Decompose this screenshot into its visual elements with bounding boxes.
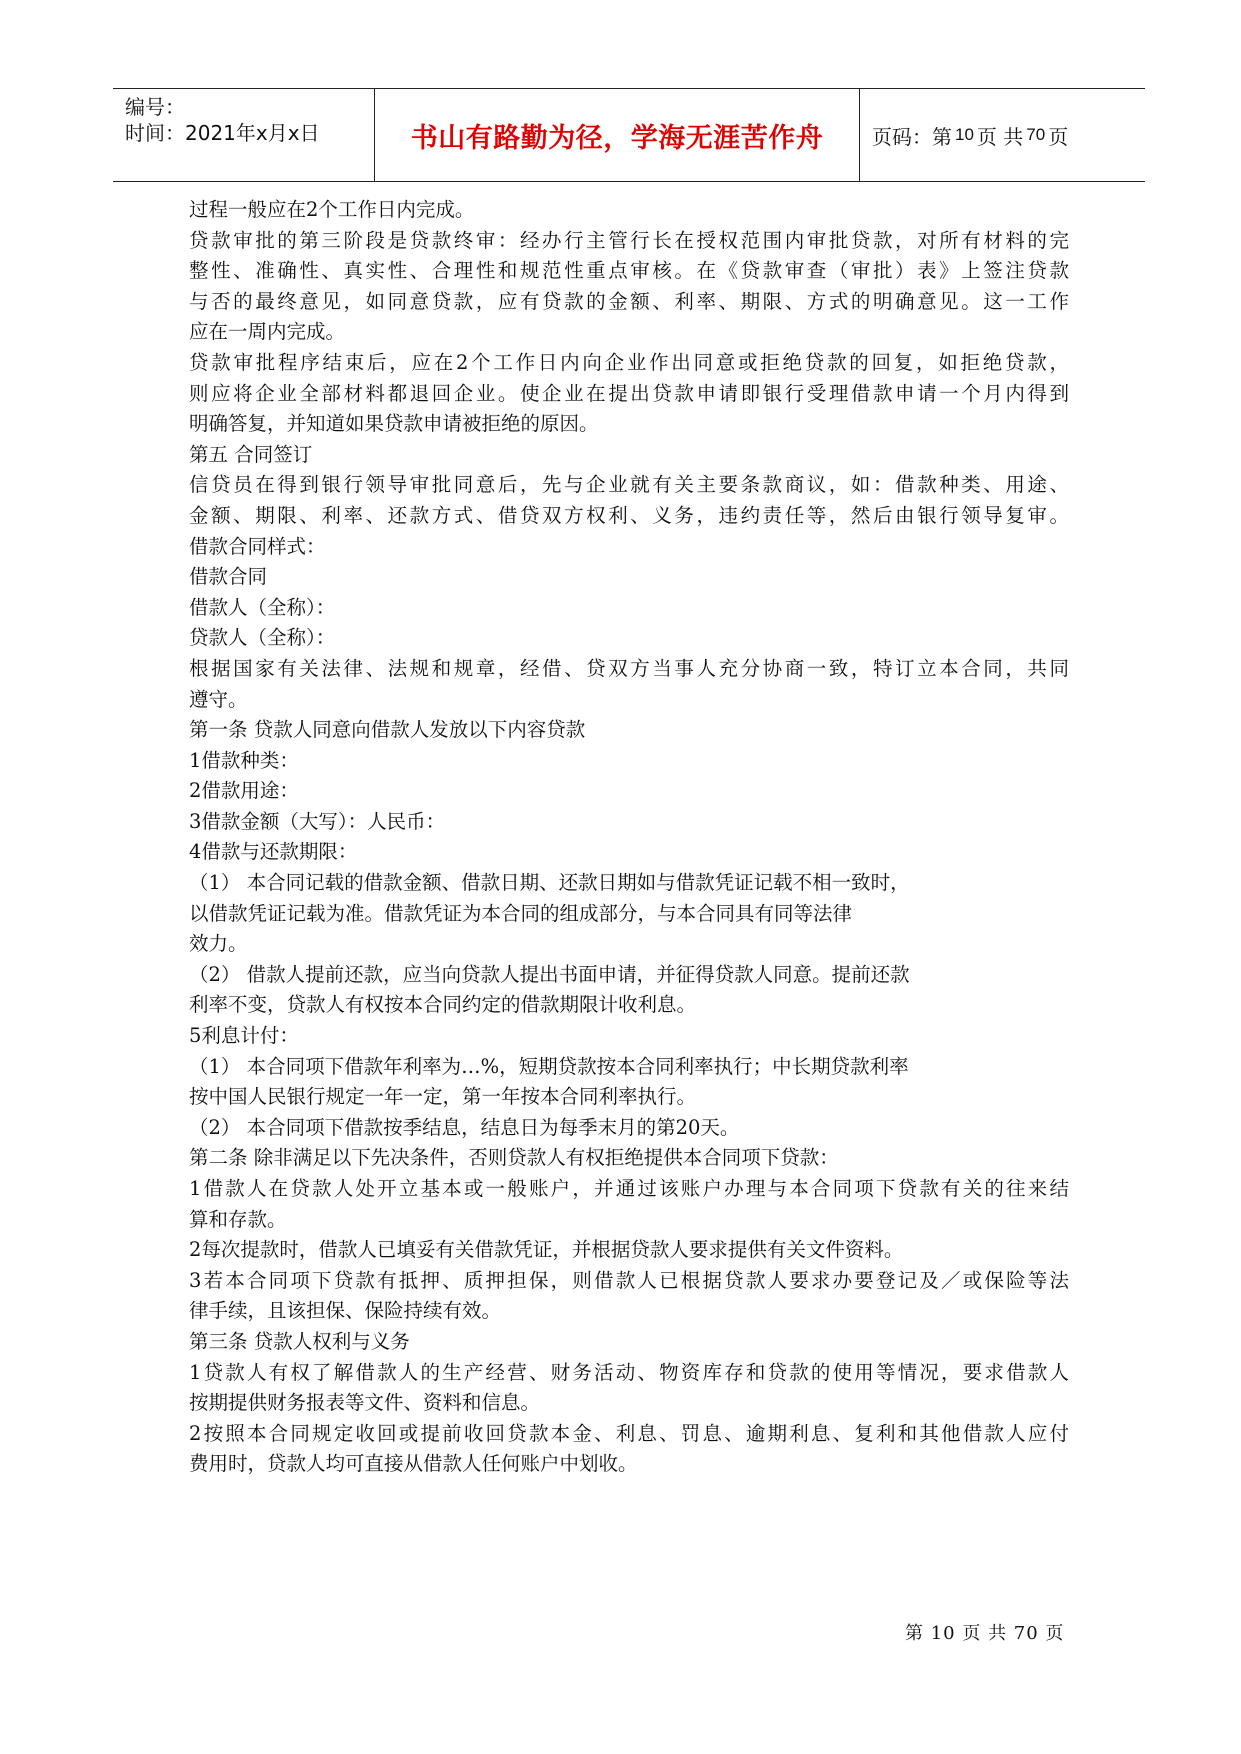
body-line: 第一条 贷款人同意向借款人发放以下内容贷款 — [189, 718, 586, 742]
body-line: 以借款凭证记载为准。借款凭证为本合同的组成部分，与本合同具有同等法律 — [189, 901, 853, 925]
body-line: 整性、准确性、真实性、合理性和规范性重点审核。在《贷款审查（审批）表》上签注贷款 — [189, 259, 1069, 283]
body-line: 与否的最终意见，如同意贷款，应有贷款的金额、利率、期限、方式的明确意见。这一工作 — [189, 289, 1069, 313]
body-line: 3若本合同项下贷款有抵押、质押担保，则借款人已根据贷款人要求办要登记及／或保险等法 — [189, 1268, 1069, 1292]
body-line: 1借款种类： — [189, 748, 299, 772]
body-line: 明确答复，并知道如果贷款申请被拒绝的原因。 — [189, 412, 599, 436]
serial-number-label: 编号： — [125, 95, 185, 119]
page-current: 10 — [955, 125, 974, 144]
body-line: 贷款人（全称）： — [189, 626, 336, 650]
body-line: 4借款与还款期限： — [189, 840, 358, 864]
body-line: 按期提供财务报表等文件、资料和信息。 — [189, 1391, 541, 1415]
header-motto — [375, 89, 860, 181]
body-line: 利率不变，贷款人有权按本合同约定的借款期限计收利息。 — [189, 993, 697, 1017]
body-line: 借款人（全称）： — [189, 595, 336, 619]
body-line: 借款合同样式： — [189, 534, 326, 558]
body-line: （2） 借款人提前还款，应当向贷款人提出书面申请，并征得贷款人同意。提前还款 — [189, 962, 910, 986]
body-line: 借款合同 — [189, 565, 268, 589]
body-line: 1贷款人有权了解借款人的生产经营、财务活动、物资库存和贷款的使用等情况，要求借款人 — [189, 1360, 1069, 1384]
body-line: 信贷员在得到银行领导审批同意后，先与企业就有关主要条款商议，如：借款种类、用途、 — [189, 473, 1069, 497]
body-line: 则应将企业全部材料都退回企业。使企业在提出贷款申请即银行受理借款申请一个月内得到 — [189, 381, 1069, 405]
body-line: 2按照本合同规定收回或提前收回贷款本金、利息、罚息、逾期利息、复利和其他借款人应付 — [189, 1421, 1069, 1445]
body-line: （1） 本合同项下借款年利率为…%，短期贷款按本合同利率执行；中长期贷款利率 — [189, 1054, 909, 1078]
body-line: 应在一周内完成。 — [189, 320, 346, 344]
body-line: （2） 本合同项下借款按季结息，结息日为每季末月的第20天。 — [189, 1115, 740, 1139]
header-page-number — [860, 89, 1145, 181]
header-info-cell — [113, 89, 375, 181]
body-line: 律手续，且该担保、保险持续有效。 — [189, 1299, 502, 1323]
date-label: 时间：2021年x月x日 — [125, 121, 320, 145]
body-line: 3借款金额（大写）：人民币： — [189, 809, 446, 833]
page-prefix: 页码：第 — [872, 124, 952, 149]
body-line: 第三条 贷款人权利与义务 — [189, 1329, 410, 1353]
body-line: 贷款审批的第三阶段是贷款终审：经办行主管行长在授权范围内审批贷款，对所有材料的完 — [189, 228, 1069, 252]
body-line: 费用时，贷款人均可直接从借款人任何账户中划收。 — [189, 1452, 638, 1476]
body-line: 算和存款。 — [189, 1207, 287, 1231]
body-line: （1） 本合同记载的借款金额、借款日期、还款日期如与借款凭证记载不相一致时， — [189, 871, 910, 895]
body-line: 第二条 除非满足以下先决条件，否则贷款人有权拒绝提供本合同项下贷款： — [189, 1146, 839, 1170]
page-header — [113, 88, 1145, 182]
body-line: 2借款用途： — [189, 779, 299, 803]
page-suffix: 页 — [1048, 124, 1069, 149]
page-mid: 页 共 — [976, 124, 1024, 149]
body-line: 2每次提款时，借款人已填妥有关借款凭证，并根据贷款人要求提供有关文件资料。 — [189, 1238, 904, 1262]
body-line: 效力。 — [189, 932, 248, 956]
body-line: 贷款审批程序结束后，应在2个工作日内向企业作出同意或拒绝贷款的回复，如拒绝贷款， — [189, 350, 1069, 374]
page-footer: 第 10 页 共 70 页 — [905, 1623, 1065, 1644]
document-body — [189, 195, 1069, 1480]
body-line: 根据国家有关法律、法规和规章，经借、贷双方当事人充分协商一致，特订立本合同，共同 — [189, 656, 1069, 680]
body-line: 按中国人民银行规定一年一定，第一年按本合同利率执行。 — [189, 1085, 697, 1109]
body-line: 过程一般应在2个工作日内完成。 — [189, 198, 475, 221]
page-total: 70 — [1026, 125, 1046, 144]
body-line: 第五 合同签订 — [189, 442, 313, 466]
body-line: 1借款人在贷款人处开立基本或一般账户，并通过该账户办理与本合同项下贷款有关的往来结 — [189, 1177, 1069, 1200]
body-line: 5利息计付： — [189, 1024, 299, 1048]
body-line: 遵守。 — [189, 687, 248, 711]
body-line: 金额、期限、利率、还款方式、借贷双方权利、义务，违约责任等，然后由银行领导复审。 — [189, 503, 1069, 527]
motto-text: 书山有路勤为径，学海无涯苦作舟 — [410, 122, 824, 154]
